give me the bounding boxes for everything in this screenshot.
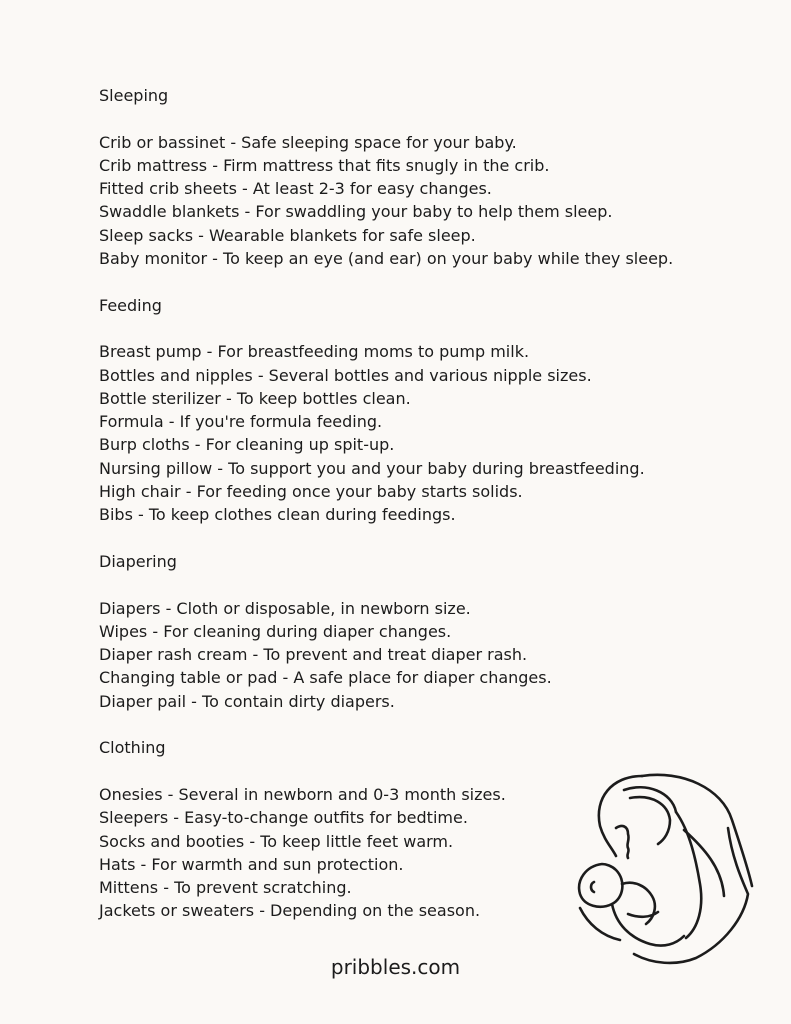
website-footer: pribbles.com	[330, 955, 461, 979]
list-item: Baby monitor - To keep an eye (and ear) on your baby while they sleep.	[99, 249, 674, 269]
list-item: Mittens - To prevent scratching.	[99, 878, 352, 898]
item-list	[99, 340, 739, 526]
list-item: Bibs - To keep clothes clean during feedings.	[99, 505, 456, 525]
list-item: Onesies - Several in newborn and 0-3 month sizes.	[99, 784, 506, 804]
item-list	[99, 131, 739, 271]
list-item: Diapers - Cloth or disposable, in newborn size.	[99, 598, 471, 618]
list-item: Fitted crib sheets - At least 2-3 for easy changes.	[99, 179, 492, 199]
section-title: Clothing	[99, 738, 166, 758]
mother-and-baby-icon	[572, 768, 754, 968]
list-item: Changing table or pad - A safe place for diaper changes.	[99, 668, 552, 688]
list-item: Nursing pillow - To support you and your baby during breastfeeding.	[99, 458, 645, 478]
list-item: Socks and booties - To keep little feet warm.	[99, 831, 454, 851]
list-item: Bottle sterilizer - To keep bottles clean.	[99, 388, 411, 408]
list-item: Crib mattress - Firm mattress that fits snugly in the crib.	[99, 155, 550, 175]
list-item: Hats - For warmth and sun protection.	[99, 854, 404, 874]
list-item: Swaddle blankets - For swaddling your baby to help them sleep.	[99, 202, 613, 222]
list-item: High chair - For feeding once your baby starts solids.	[99, 482, 523, 502]
list-item: Crib or bassinet - Safe sleeping space for your baby.	[99, 132, 517, 152]
list-item: Formula - If you're formula feeding.	[99, 412, 383, 432]
section-title: Sleeping	[99, 86, 169, 105]
item-list	[99, 597, 739, 713]
list-item: Wipes - For cleaning during diaper changes.	[99, 621, 452, 641]
section-sleeping	[99, 84, 739, 270]
list-item: Breast pump - For breastfeeding moms to pump milk.	[99, 342, 530, 362]
section-diapering	[99, 550, 739, 713]
section-feeding	[99, 294, 739, 527]
list-item: Sleepers - Easy-to-change outfits for bedtime.	[99, 808, 468, 828]
section-title: Diapering	[99, 551, 177, 571]
section-title: Feeding	[99, 295, 162, 315]
list-item: Burp cloths - For cleaning up spit-up.	[99, 435, 395, 455]
list-item: Bottles and nipples - Several bottles and various nipple sizes.	[99, 365, 592, 385]
list-item: Diaper pail - To contain dirty diapers.	[99, 691, 395, 711]
list-item: Jackets or sweaters - Depending on the season.	[99, 901, 481, 921]
list-item: Diaper rash cream - To prevent and treat diaper rash.	[99, 645, 528, 665]
list-item: Sleep sacks - Wearable blankets for safe sleep.	[99, 225, 476, 245]
